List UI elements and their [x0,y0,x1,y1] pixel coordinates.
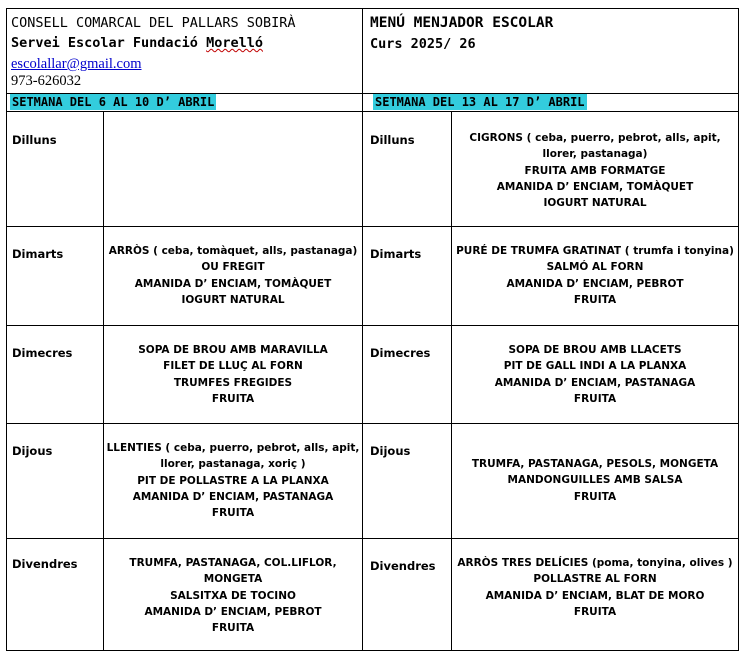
course: Curs 2025/ 26 [370,36,476,52]
divider [7,325,738,326]
menu-cell: PURÉ DE TRUMFA GRATINAT ( trumfa i tonyina) SALMÓ AL FORN AMANIDA D’ ENCIAM, PEBROT FRUITA [456,245,734,306]
divider [7,423,738,424]
day-label: Dijous [370,444,411,458]
menu-cell: SOPA DE BROU AMB MARAVILLA FILET DE LLUÇ AL FORN TRUMFES FREGIDES FRUITA [138,344,328,405]
divider [7,111,738,112]
divider [362,9,363,650]
day-label: Dijous [12,444,53,458]
service-name: Servei Escolar Fundació Morelló [11,35,263,51]
phone: 973-626032 [11,73,82,89]
divider [7,538,738,539]
menu-sheet [6,8,739,651]
menu-cell: TRUMFA, PASTANAGA, COL.LIFLOR, MONGETA SALSITXA DE TOCINO AMANIDA D’ ENCIAM, PEBROT FRUITA [129,557,337,635]
day-label: Dimecres [370,346,431,360]
menu-cell: SOPA DE BROU AMB LLACETS PIT DE GALL INDI A LA PLANXA AMANIDA D’ ENCIAM, PASTANAGA FRUITA [494,344,696,405]
day-label: Dilluns [370,133,415,147]
day-label: Dilluns [12,133,57,147]
menu-cell: TRUMFA, PASTANAGA, PESOLS, MONGETA MANDONGUILLES AMB SALSA FRUITA [471,458,719,503]
day-label: Dimarts [370,247,422,261]
day-label: Divendres [12,557,78,571]
org-name: CONSELL COMARCAL DEL PALLARS SOBIRÀ [11,15,296,31]
week-1-title: SETMANA DEL 6 AL 10 D’ ABRIL [12,95,215,109]
menu-cell: ARRÒS ( ceba, tomàquet, alls, pastanaga) OU FREGIT AMANIDA D’ ENCIAM, TOMÀQUET IOGURT NATURAL [108,245,358,306]
menu-cell: CIGRONS ( ceba, puerro, pebrot, alls, apit, llorer, pastanaga) FRUITA AMB FORMATGE AMANIDA D’ ENCIAM, TOMÀQUET IOGURT NATURAL [469,132,721,210]
divider [7,226,738,227]
menu-title: MENÚ MENJADOR ESCOLAR [370,15,554,31]
email-link[interactable]: escolallar@gmail.com [11,56,142,72]
day-label: Dimecres [12,346,73,360]
day-label: Dimarts [12,247,64,261]
menu-cell: ARRÒS TRES DELÍCIES (poma, tonyina, olives ) POLLASTRE AL FORN AMANIDA D’ ENCIAM, BLAT DE MORO FRUITA [457,557,733,618]
week-2-title: SETMANA DEL 13 AL 17 D’ ABRIL [375,95,585,109]
day-label: Divendres [370,559,436,573]
menu-cell: LLENTIES ( ceba, puerro, pebrot, alls, apit, llorer, pastanaga, xoriç ) PIT DE POLLASTRE A LA PLANXA AMANIDA D’ ENCIAM, PASTANAGA FRUITA [106,442,360,520]
